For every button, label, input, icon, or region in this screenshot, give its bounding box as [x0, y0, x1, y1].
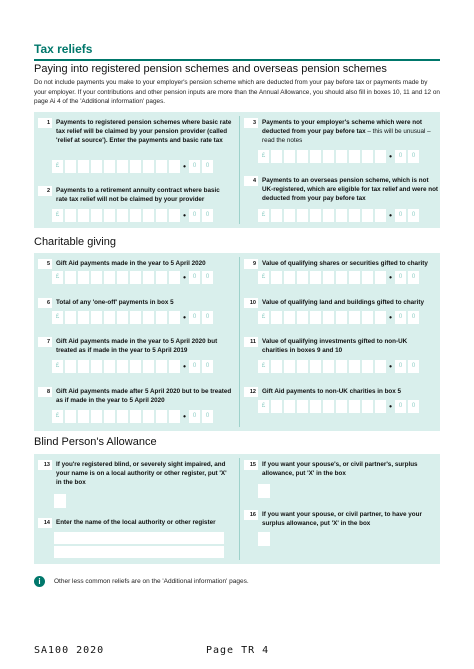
digit-cell [297, 400, 308, 413]
pence-cell: 0 [189, 311, 200, 324]
pence-cell: 0 [202, 209, 213, 222]
pence-cell: 0 [395, 400, 406, 413]
box-label: Payments to an overseas pension scheme, which is not UK-registered, which are eligible for tax relief and were not deducted from your pay before tax [262, 177, 439, 203]
pence-cell: 0 [202, 410, 213, 423]
box-8-amount[interactable] [52, 410, 213, 423]
pound-cell: £ [258, 271, 269, 284]
box-number: 16 [244, 510, 258, 520]
pence-cell: 0 [395, 360, 406, 373]
digit-cell [349, 271, 360, 284]
pence-cell: 0 [189, 209, 200, 222]
box-6-amount[interactable] [52, 311, 213, 324]
decimal-point: • [183, 412, 186, 421]
charity-panel [34, 253, 440, 431]
digit-cell [375, 209, 386, 222]
decimal-point: • [183, 162, 186, 171]
pence-cell: 0 [202, 271, 213, 284]
box-label: Gift Aid payments made in the year to 5 April 2020 but treated as if made in the year to 5 April 2019 [56, 338, 218, 355]
digit-cell [323, 209, 334, 222]
digit-cell [323, 150, 334, 163]
box-label: Payments to your employer's scheme which were not deducted from your pay before tax [262, 119, 423, 136]
pence-cell: 0 [202, 360, 213, 373]
box-label: Enter the name of the local authority or other register [56, 519, 216, 526]
box-label: Payments to registered pension schemes where basic rate tax relief will be claimed by your pension provider (called 'relief at source'). Enter the payments and basic rate tax [56, 119, 232, 145]
pound-cell: £ [52, 360, 63, 373]
digit-cell [336, 400, 347, 413]
decimal-point: • [389, 402, 392, 411]
digit-cell [156, 271, 167, 284]
footer-form-id: SA100 2020 [34, 645, 105, 656]
digit-cell [130, 410, 141, 423]
info-note: Other less common reliefs are on the 'Additional information' pages. [54, 578, 249, 585]
decimal-point: • [183, 313, 186, 322]
digit-cell [104, 410, 115, 423]
digit-cell [362, 311, 373, 324]
pence-cell: 0 [408, 209, 419, 222]
pence-cell: 0 [189, 271, 200, 284]
pence-cell: 0 [408, 400, 419, 413]
digit-cell [284, 311, 295, 324]
digit-cell [78, 410, 89, 423]
digit-cell [130, 209, 141, 222]
pound-cell: £ [52, 160, 63, 173]
digit-cell [143, 271, 154, 284]
pound-cell: £ [258, 400, 269, 413]
digit-cell [284, 360, 295, 373]
pound-cell: £ [258, 311, 269, 324]
digit-cell [349, 400, 360, 413]
digit-cell [323, 271, 334, 284]
digit-cell [271, 209, 282, 222]
digit-cell [91, 271, 102, 284]
box-label: Total of any 'one-off' payments in box 5 [56, 299, 174, 306]
decimal-point: • [389, 313, 392, 322]
box-number: 6 [38, 298, 52, 308]
digit-cell [156, 209, 167, 222]
pound-cell: £ [258, 360, 269, 373]
digit-cell [117, 271, 128, 284]
digit-cell [78, 311, 89, 324]
digit-cell [78, 271, 89, 284]
digit-cell [336, 360, 347, 373]
digit-cell [336, 209, 347, 222]
box-1-amount[interactable] [52, 160, 213, 173]
digit-cell [130, 360, 141, 373]
pence-cell: 0 [395, 271, 406, 284]
digit-cell [310, 271, 321, 284]
digit-cell [310, 360, 321, 373]
digit-cell [169, 209, 180, 222]
box-number: 12 [244, 387, 258, 397]
decimal-point: • [389, 152, 392, 161]
digit-cell [336, 311, 347, 324]
digit-cell [310, 209, 321, 222]
charity-heading: Charitable giving [34, 236, 116, 248]
digit-cell [104, 311, 115, 324]
digit-cell [156, 410, 167, 423]
pound-cell: £ [52, 209, 63, 222]
pence-cell: 0 [408, 150, 419, 163]
box-15-checkbox[interactable] [258, 484, 270, 498]
box-number: 13 [38, 460, 52, 470]
blind-heading: Blind Person's Allowance [34, 436, 157, 448]
digit-cell [117, 410, 128, 423]
digit-cell [78, 360, 89, 373]
pence-cell: 0 [189, 160, 200, 173]
digit-cell [91, 160, 102, 173]
digit-cell [65, 160, 76, 173]
digit-cell [349, 150, 360, 163]
pence-cell: 0 [408, 271, 419, 284]
pound-cell: £ [52, 311, 63, 324]
digit-cell [310, 311, 321, 324]
digit-cell [65, 209, 76, 222]
box-number: 9 [244, 259, 258, 269]
pence-cell: 0 [395, 150, 406, 163]
pence-cell: 0 [189, 410, 200, 423]
digit-cell [143, 160, 154, 173]
digit-cell [143, 360, 154, 373]
pence-cell: 0 [395, 209, 406, 222]
digit-cell [362, 209, 373, 222]
digit-cell [297, 150, 308, 163]
box-10-amount[interactable] [258, 311, 419, 324]
box-12-amount[interactable] [258, 400, 419, 413]
box-number: 15 [244, 460, 258, 470]
digit-cell [130, 271, 141, 284]
digit-cell [284, 209, 295, 222]
box-number: 11 [244, 337, 258, 347]
decimal-point: • [183, 273, 186, 282]
digit-cell [169, 160, 180, 173]
digit-cell [104, 360, 115, 373]
digit-cell [169, 360, 180, 373]
pound-cell: £ [258, 209, 269, 222]
box-note: – this will be unusual – read the notes [262, 128, 431, 145]
box-number: 2 [38, 186, 52, 196]
box-13-checkbox[interactable] [54, 494, 66, 508]
digit-cell [323, 311, 334, 324]
box-7-amount[interactable] [52, 360, 213, 373]
digit-cell [156, 311, 167, 324]
digit-cell [156, 160, 167, 173]
decimal-point: • [389, 362, 392, 371]
box-label: Value of qualifying land and buildings gifted to charity [262, 299, 424, 306]
box-number: 4 [244, 176, 258, 186]
box-number: 14 [38, 518, 52, 528]
box-14-line-1[interactable] [54, 532, 224, 544]
digit-cell [91, 410, 102, 423]
digit-cell [336, 150, 347, 163]
box-label: If you want your spouse's, or civil partner's, surplus allowance, put 'X' in the box [262, 461, 418, 478]
box-5-amount[interactable] [52, 271, 213, 284]
digit-cell [65, 410, 76, 423]
box-4-amount[interactable] [258, 209, 419, 222]
digit-cell [297, 209, 308, 222]
digit-cell [297, 311, 308, 324]
pound-cell: £ [52, 410, 63, 423]
digit-cell [271, 360, 282, 373]
digit-cell [143, 410, 154, 423]
digit-cell [104, 209, 115, 222]
box-2-amount[interactable] [52, 209, 213, 222]
digit-cell [323, 360, 334, 373]
digit-cell [362, 400, 373, 413]
info-icon: i [34, 576, 45, 587]
pence-cell: 0 [202, 160, 213, 173]
digit-cell [271, 271, 282, 284]
digit-cell [65, 360, 76, 373]
box-number: 5 [38, 259, 52, 269]
digit-cell [362, 360, 373, 373]
digit-cell [91, 311, 102, 324]
pension-heading: Paying into registered pension schemes and overseas pension schemes [34, 63, 387, 75]
digit-cell [375, 360, 386, 373]
digit-cell [169, 410, 180, 423]
digit-cell [297, 271, 308, 284]
digit-cell [65, 271, 76, 284]
box-label: Gift Aid payments to non-UK charities in box 5 [262, 388, 402, 395]
digit-cell [156, 360, 167, 373]
digit-cell [91, 360, 102, 373]
digit-cell [284, 150, 295, 163]
pound-cell: £ [52, 271, 63, 284]
blind-panel [34, 454, 440, 564]
digit-cell [117, 360, 128, 373]
digit-cell [78, 209, 89, 222]
box-number: 8 [38, 387, 52, 397]
pence-cell: 0 [408, 311, 419, 324]
digit-cell [310, 150, 321, 163]
decimal-point: • [389, 273, 392, 282]
digit-cell [375, 400, 386, 413]
box-label: Gift Aid payments made after 5 April 2020 but to be treated as if made in the year to 5 April 2020 [56, 388, 232, 405]
digit-cell [271, 400, 282, 413]
box-label: If you want your spouse, or civil partner, to have your surplus allowance, put 'X' in the box [262, 511, 422, 528]
digit-cell [284, 271, 295, 284]
pension-panel [34, 112, 440, 228]
pension-intro: Do not include payments you make to your employer's pension scheme which are deducted from your pay before tax or payments made by your employer. If your contributions and other pension inputs are more than the Annual Allowance, you should also fill in boxes 10, 11 and 12 on page Ai 4 of the 'Additional information' pages. [34, 79, 440, 106]
box-number: 7 [38, 337, 52, 347]
decimal-point: • [183, 362, 186, 371]
digit-cell [375, 271, 386, 284]
digit-cell [349, 360, 360, 373]
digit-cell [130, 160, 141, 173]
box-number: 10 [244, 298, 258, 308]
digit-cell [65, 311, 76, 324]
pound-cell: £ [258, 150, 269, 163]
box-16-checkbox[interactable] [258, 532, 270, 546]
decimal-point: • [183, 211, 186, 220]
digit-cell [349, 209, 360, 222]
pence-cell: 0 [202, 311, 213, 324]
pence-cell: 0 [189, 360, 200, 373]
digit-cell [117, 160, 128, 173]
digit-cell [375, 150, 386, 163]
digit-cell [91, 209, 102, 222]
digit-cell [104, 271, 115, 284]
box-label: Gift Aid payments made in the year to 5 April 2020 [56, 260, 206, 267]
digit-cell [104, 160, 115, 173]
digit-cell [169, 271, 180, 284]
digit-cell [323, 400, 334, 413]
title-rule [34, 59, 440, 61]
footer-page-number: Page TR 4 [206, 645, 270, 656]
box-number: 1 [38, 118, 52, 128]
box-9-amount[interactable] [258, 271, 419, 284]
pence-cell: 0 [408, 360, 419, 373]
digit-cell [117, 209, 128, 222]
digit-cell [117, 311, 128, 324]
pence-cell: 0 [395, 311, 406, 324]
page-title: Tax reliefs [34, 42, 93, 56]
digit-cell [271, 311, 282, 324]
digit-cell [284, 400, 295, 413]
box-14-line-2[interactable] [54, 546, 224, 558]
decimal-point: • [389, 211, 392, 220]
digit-cell [336, 271, 347, 284]
digit-cell [362, 271, 373, 284]
box-label: Value of qualifying investments gifted to non-UK charities in boxes 9 and 10 [262, 338, 408, 355]
digit-cell [78, 160, 89, 173]
box-label: Value of qualifying shares or securities gifted to charity [262, 260, 428, 267]
digit-cell [362, 150, 373, 163]
digit-cell [143, 209, 154, 222]
digit-cell [310, 400, 321, 413]
digit-cell [169, 311, 180, 324]
box-11-amount[interactable] [258, 360, 419, 373]
digit-cell [143, 311, 154, 324]
digit-cell [271, 150, 282, 163]
box-number: 3 [244, 118, 258, 128]
box-label: Payments to a retirement annuity contract where basic rate tax relief will not be claimed by your provider [56, 187, 220, 204]
box-label: If you're registered blind, or severely sight impaired, and your name is on a local authority or other register, put 'X' in the box [56, 461, 227, 487]
digit-cell [130, 311, 141, 324]
digit-cell [349, 311, 360, 324]
box-3-amount[interactable] [258, 150, 419, 163]
digit-cell [297, 360, 308, 373]
digit-cell [375, 311, 386, 324]
